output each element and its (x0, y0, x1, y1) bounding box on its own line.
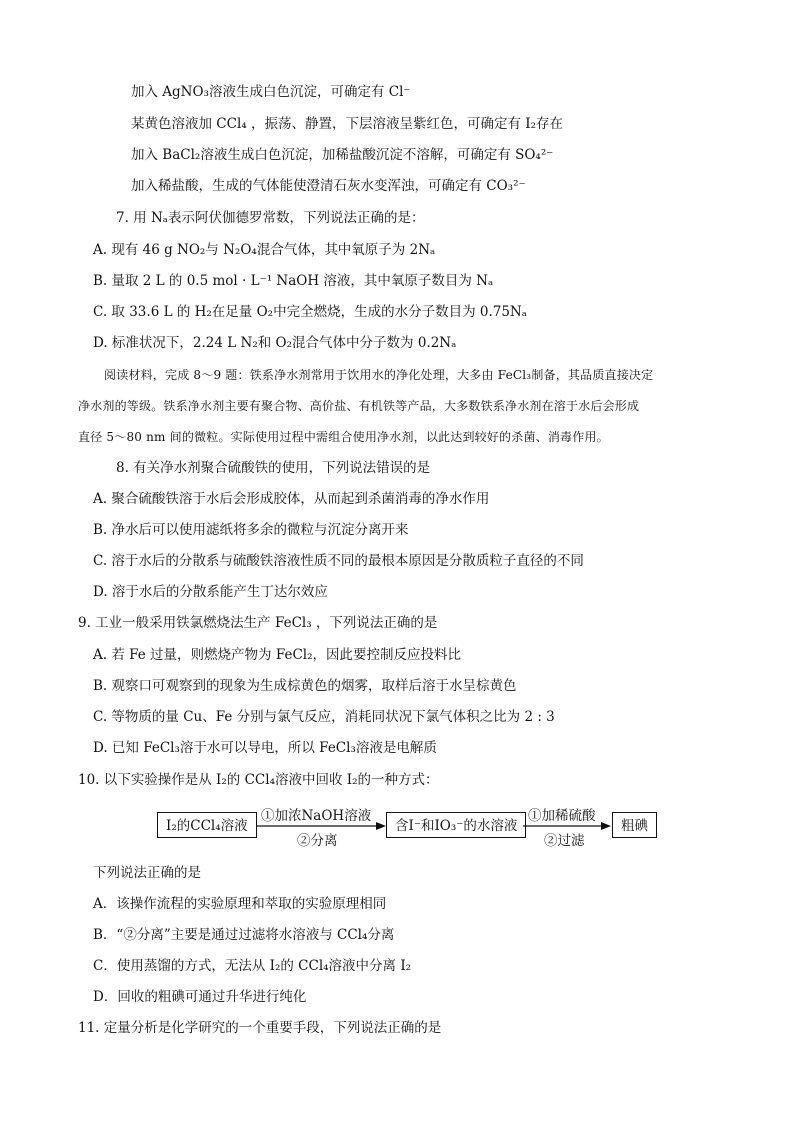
q9-option-d: D. 已知 FeCl₃溶于水可以导电，所以 FeCl₃溶液是电解质 (93, 740, 437, 756)
q8-option-d: D. 溶于水后的分散系能产生丁达尔效应 (93, 584, 328, 600)
q10-option-b: B．“②分离”主要是通过过滤将水溶液与 CCl₄分离 (93, 927, 395, 943)
q10-stem: 10. 以下实验操作是从 I₂的 CCl₄溶液中回收 I₂的一种方式： (78, 772, 439, 788)
q6-option-b: 某黄色溶液加 CCl₄ ，振荡、静置，下层溶液呈紫红色，可确定有 I₂存在 (131, 116, 564, 132)
reading-line-2: 净水剂的等级。铁系净水剂主要有聚合物、高价盐、有机铁等产品，大多数铁系净水剂在溶于水后会形成 (78, 399, 640, 413)
q8-option-a: A. 聚合硫酸铁溶于水后会形成胶体，从而起到杀菌消毒的净水作用 (93, 491, 490, 507)
q10-prompt: 下列说法正确的是 (93, 865, 201, 881)
reading-line-1: 阅读材料，完成 8～9 题：铁系净水剂常用于饮用水的净化处理，大多由 FeCl₃制备，其品质直接决定 (104, 368, 654, 382)
flow-box-crude-iodine: 粗碘 (612, 812, 657, 838)
q8-option-b: B. 净水后可以使用滤纸将多余的微粒与沉淀分离开来 (93, 522, 409, 538)
q7-option-a: A. 现有 46 g NO₂与 N₂O₄混合气体，其中氧原子为 2Nₐ (93, 242, 436, 258)
q10-option-d: D．回收的粗碘可通过升华进行纯化 (93, 989, 307, 1005)
q9-option-b: B. 观察口可观察到的现象为生成棕黄色的烟雾，取样后溶于水呈棕黄色 (93, 678, 517, 694)
q9-stem: 9. 工业一般采用铁氯燃烧法生产 FeCl₃ ，下列说法正确的是 (78, 615, 438, 631)
q11-stem: 11. 定量分析是化学研究的一个重要手段，下列说法正确的是 (78, 1020, 442, 1036)
flow-box-iodine-ccl4: I₂的CCl₄溶液 (157, 812, 257, 838)
q7-option-b: B. 量取 2 L 的 0.5 mol · L⁻¹ NaOH 溶液，其中氧原子数目为 Nₐ (93, 273, 494, 289)
q10-option-a: A．该操作流程的实验原理和萃取的实验原理相同 (93, 896, 387, 912)
q9-option-a: A. 若 Fe 过量，则燃烧产物为 FeCl₂，因此要控制反应投料比 (93, 647, 461, 663)
reading-line-3: 直径 5～80 nm 间的微粒。实际使用过程中需组合使用净水剂，以此达到较好的杀菌、消毒作用。 (78, 430, 609, 444)
flow-step2-top-label: ①加稀硫酸 (528, 808, 596, 824)
q7-option-c: C. 取 33.6 L 的 H₂在足量 O₂中完全燃烧，生成的水分子数目为 0.75Nₐ (93, 304, 527, 320)
q7-stem: 7. 用 Nₐ表示阿伏伽德罗常数，下列说法正确的是： (116, 210, 425, 226)
q8-stem: 8. 有关净水剂聚合硫酸铁的使用，下列说法错误的是 (116, 460, 431, 476)
flow-box-aqueous-solution: 含I⁻和IO₃⁻的水溶液 (386, 812, 526, 838)
q10-option-c: C．使用蒸馏的方式，无法从 I₂的 CCl₄溶液中分离 I₂ (93, 958, 412, 974)
q7-option-d: D. 标准状况下，2.24 L N₂和 O₂混合气体中分子数为 0.2Nₐ (93, 335, 457, 351)
flow-step1-top-label: ①加浓NaOH溶液 (261, 808, 372, 824)
q8-option-c: C. 溶于水后的分散系与硫酸铁溶液性质不同的最根本原因是分散质粒子直径的不同 (93, 553, 584, 569)
q6-option-d: 加入稀盐酸，生成的气体能使澄清石灰水变浑浊，可确定有 CO₃²⁻ (131, 178, 526, 194)
q6-option-c: 加入 BaCl₂溶液生成白色沉淀，加稀盐酸沉淀不溶解，可确定有 SO₄²⁻ (131, 147, 554, 163)
q9-option-c: C. 等物质的量 Cu、Fe 分别与氯气反应，消耗同状况下氯气体积之比为 2 : 3 (93, 709, 555, 725)
flow-step1-bottom-label: ②分离 (297, 833, 338, 849)
q6-option-a: 加入 AgNO₃溶液生成白色沉淀，可确定有 Cl⁻ (131, 84, 411, 100)
flow-step2-bottom-label: ②过滤 (544, 833, 585, 849)
